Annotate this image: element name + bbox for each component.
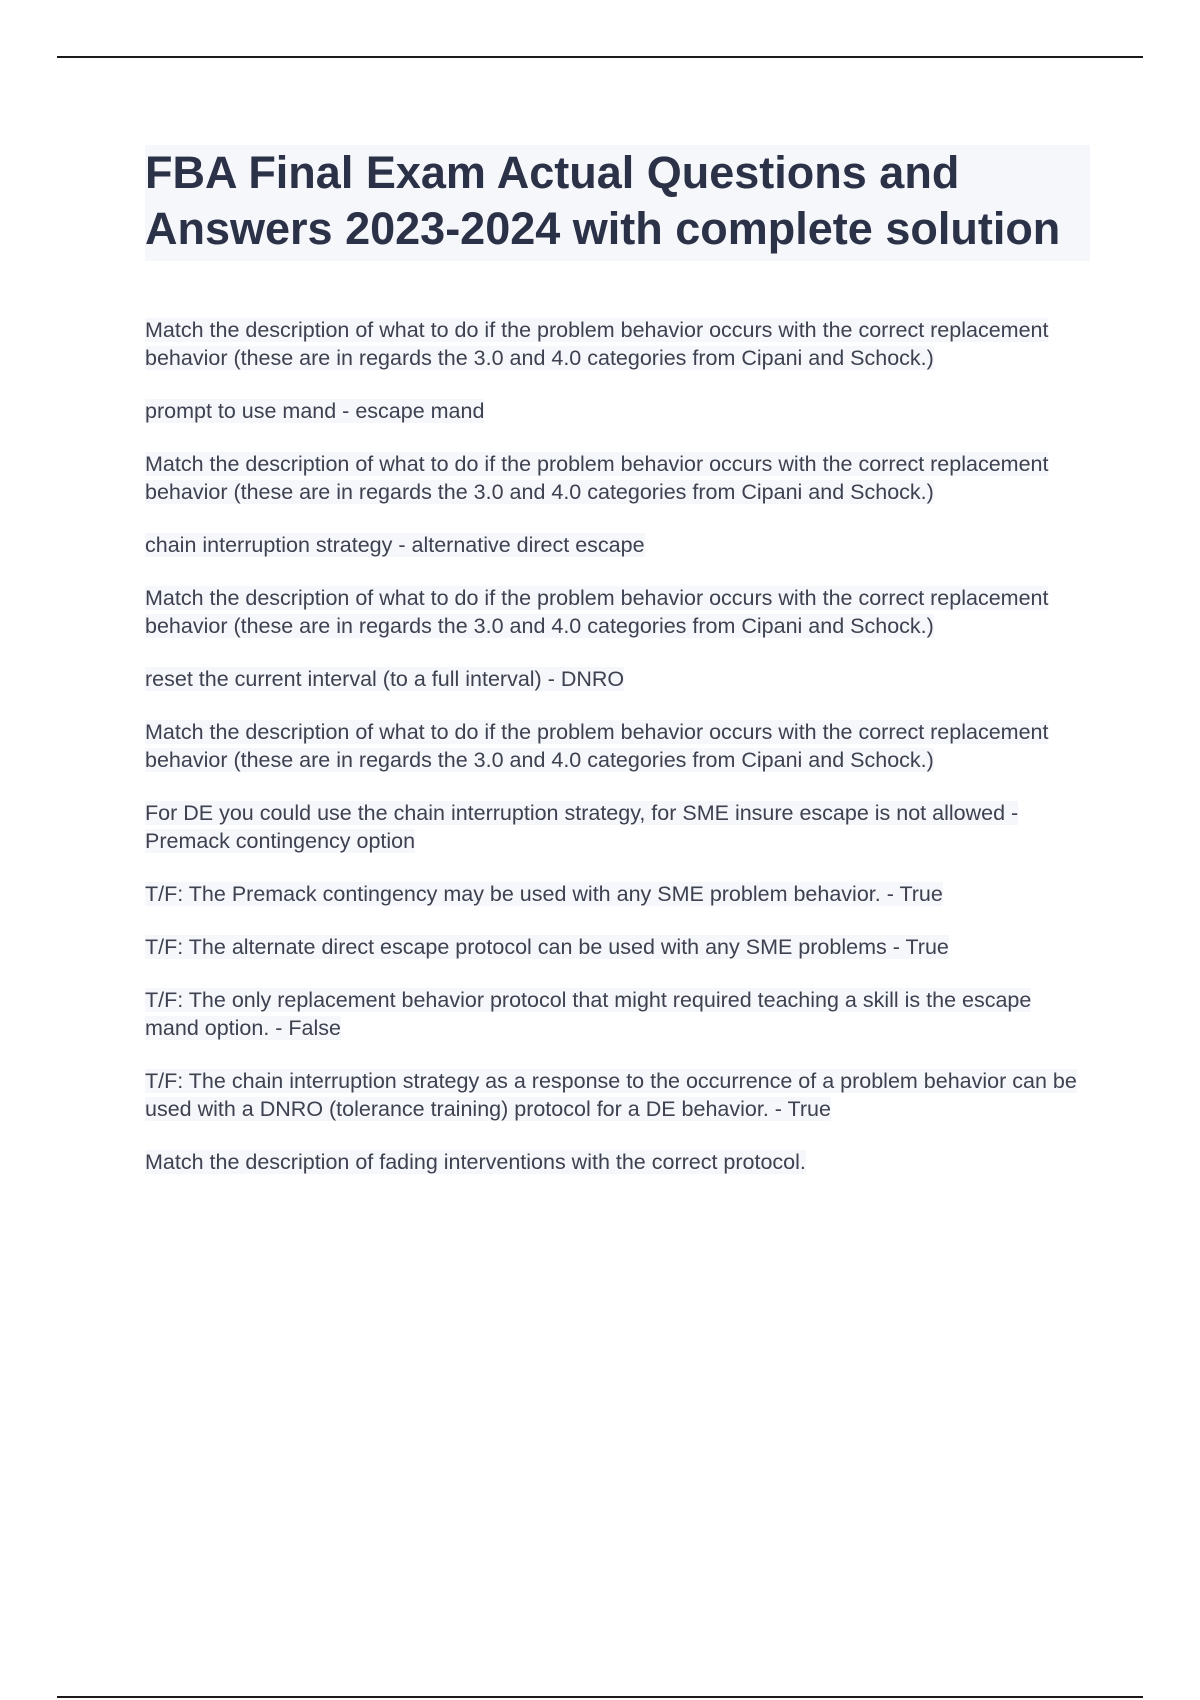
qa-list bbox=[145, 316, 1090, 1176]
qa-item bbox=[145, 584, 1090, 693]
document-title: FBA Final Exam Actual Questions and Answers 2023-2024 with complete solution bbox=[145, 147, 1061, 254]
document-body bbox=[145, 145, 1090, 1201]
qa-item bbox=[145, 933, 1090, 961]
answer-text: For DE you could use the chain interruption strategy, for SME insure escape is not allowed - Premack contingency option bbox=[145, 801, 1019, 853]
question-text: Match the description of what to do if the problem behavior occurs with the correct replacement behavior (these are in regards the 3.0 and 4.0 categories from Cipani and Schock.) bbox=[145, 318, 1049, 370]
question-text: Match the description of what to do if the problem behavior occurs with the correct replacement behavior (these are in regards the 3.0 and 4.0 categories from Cipani and Schock.) bbox=[145, 720, 1049, 772]
qa-item bbox=[145, 316, 1090, 425]
qa-item bbox=[145, 986, 1090, 1042]
statement-text: T/F: The Premack contingency may be used with any SME problem behavior. - True bbox=[145, 882, 943, 906]
qa-item bbox=[145, 450, 1090, 559]
question-text: Match the description of what to do if the problem behavior occurs with the correct replacement behavior (these are in regards the 3.0 and 4.0 categories from Cipani and Schock.) bbox=[145, 586, 1049, 638]
qa-item bbox=[145, 880, 1090, 908]
title-block bbox=[145, 145, 1090, 261]
question-text: Match the description of what to do if the problem behavior occurs with the correct replacement behavior (these are in regards the 3.0 and 4.0 categories from Cipani and Schock.) bbox=[145, 452, 1049, 504]
answer-text: reset the current interval (to a full interval) - DNRO bbox=[145, 667, 625, 691]
qa-item bbox=[145, 718, 1090, 855]
qa-item bbox=[145, 1067, 1090, 1123]
top-rule bbox=[57, 56, 1143, 58]
statement-text: T/F: The only replacement behavior protocol that might required teaching a skill is the escape mand option. - False bbox=[145, 988, 1032, 1040]
statement-text: T/F: The chain interruption strategy as a response to the occurrence of a problem behavior can be used with a DNRO (tolerance training) protocol for a DE behavior. - True bbox=[145, 1069, 1077, 1121]
statement-text: Match the description of fading interventions with the correct protocol. bbox=[145, 1150, 806, 1174]
bottom-rule bbox=[57, 1696, 1143, 1698]
answer-text: prompt to use mand - escape mand bbox=[145, 399, 485, 423]
qa-item bbox=[145, 1148, 1090, 1176]
answer-text: chain interruption strategy - alternative direct escape bbox=[145, 533, 645, 557]
statement-text: T/F: The alternate direct escape protocol can be used with any SME problems - True bbox=[145, 935, 949, 959]
